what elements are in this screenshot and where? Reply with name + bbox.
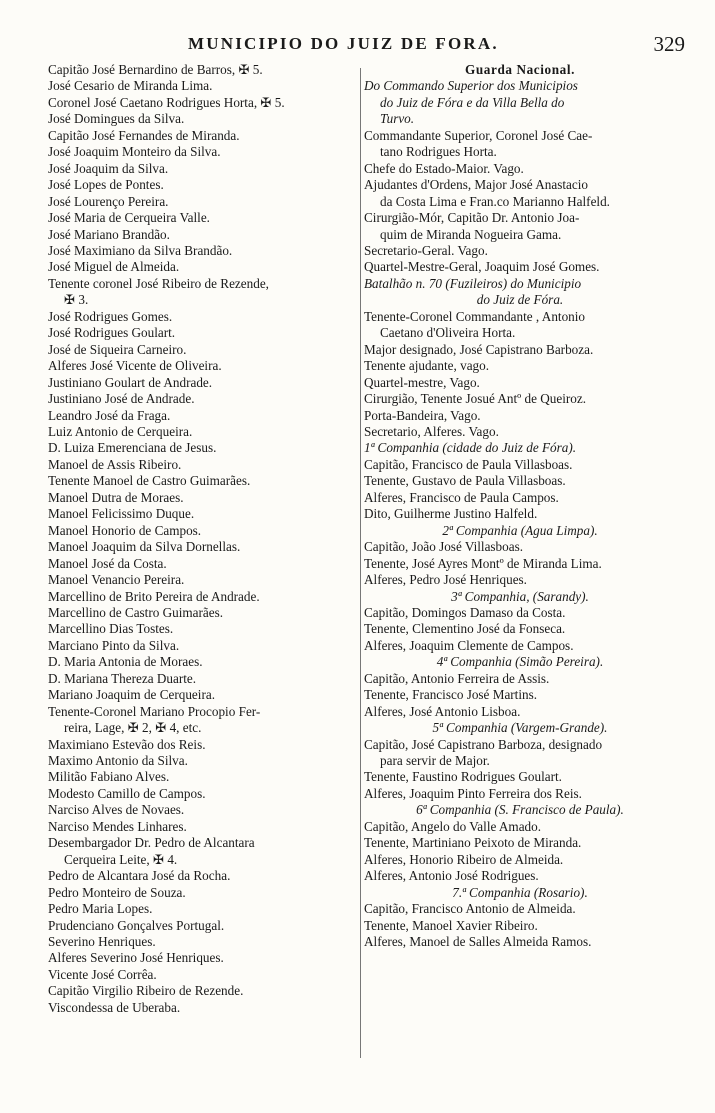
battalion-line: Major designado, José Capistrano Barboza. [364,341,594,357]
page-number: 329 [653,32,685,56]
name-entry: Justiniano Goulart de Andrade. [48,374,213,390]
command-line: Ajudantes d'Ordens, Major José Anastacio [364,177,588,193]
company-line: Capitão, Francisco de Paula Villasboas. [364,456,573,472]
name-entry: Prudenciano Gonçalves Portugal. [48,917,225,933]
section-title: Guarda Nacional. [465,62,575,77]
name-entry: Manoel Joaquim da Silva Dornellas. [48,539,241,555]
name-entry: José Lopes de Pontes. [48,177,164,193]
name-entry: José Mariano Brandão. [48,226,170,242]
command-line: quim de Miranda Nogueira Gama. [380,226,562,242]
name-entry: Marcellino de Brito Pereira de Andrade. [48,588,260,604]
company-line: Alferes, Joaquim Clemente de Campos. [364,637,574,653]
command-heading: do Juiz de Fóra e da Villa Bella do [380,94,565,110]
name-entry: Capitão José Bernardino de Barros, ✠ 5. [48,62,263,77]
company-line: Alferes, Pedro José Henriques. [364,572,527,588]
name-entry: Tenente-Coronel Mariano Procopio Fer- [48,703,261,719]
name-entry: Militão Fabiano Alves. [48,769,170,785]
name-entry: Leandro José da Fraga. [48,407,171,423]
company-line: Capitão, José Capistrano Barboza, designado [364,736,603,752]
command-line: Commandante Superior, Coronel José Cae- [364,127,593,143]
name-entry: D. Mariana Thereza Duarte. [48,670,197,686]
battalion-line: Caetano d'Oliveira Horta. [380,325,516,341]
company-heading: 3ª Companhia, (Sarandy). [451,588,589,604]
company-line: Capitão, Angelo do Valle Amado. [364,818,542,834]
company-heading: 5ª Companhia (Vargem-Grande). [432,720,608,736]
name-entry: Alferes José Vicente de Oliveira. [48,358,222,374]
company-line: Alferes, Manoel de Salles Almeida Ramos. [364,934,592,950]
company-line: Tenente, Clementino José da Fonseca. [364,621,566,637]
name-entry: Manoel José da Costa. [48,555,167,571]
name-entry: Manoel Dutra de Moraes. [48,489,184,505]
command-line: Chefe do Estado-Maior. Vago. [364,160,524,176]
battalion-line: Secretario, Alferes. Vago. [364,423,499,439]
name-entry: Tenente coronel José Ribeiro de Rezende, [48,275,269,291]
company-line: Capitão, Antonio Ferreira de Assis. [364,670,550,686]
command-line: Secretario-Geral. Vago. [364,242,488,258]
name-entry: D. Maria Antonia de Moraes. [48,654,203,670]
company-line: Tenente, Gustavo de Paula Villasboas. [364,473,566,489]
company-heading: 7.ª Companhia (Rosario). [452,884,588,900]
command-line: tano Rodrigues Horta. [380,144,497,160]
name-entry: Severino Henriques. [48,934,156,950]
name-entry-continuation: reira, Lage, ✠ 2, ✠ 4, etc. [64,720,202,736]
company-line: Alferes, José Antonio Lisboa. [364,703,521,719]
name-entry: Desembargador Dr. Pedro de Alcantara [48,835,255,851]
battalion-line: Cirurgião, Tenente Josué Antº de Queiroz. [364,391,587,407]
column-divider [360,68,361,1058]
company-heading: 1ª Companhia (cidade do Juiz de Fóra). [364,440,577,456]
name-entry: Capitão José Fernandes de Miranda. [48,127,240,143]
name-entry: Modesto Camillo de Campos. [48,785,206,801]
company-line: Alferes, Francisco de Paula Campos. [364,489,559,505]
name-entry: Marcellino de Castro Guimarães. [48,604,224,620]
name-entry: Mariano Joaquim de Cerqueira. [48,687,215,703]
company-line: para servir de Major. [380,753,490,769]
name-entry: Capitão Virgilio Ribeiro de Rezende. [48,983,244,999]
name-entry: José Joaquim Monteiro da Silva. [48,144,221,160]
right-column [364,62,676,950]
name-entry: Manoel Venancio Pereira. [48,572,185,588]
name-entry: Narciso Mendes Linhares. [48,818,187,834]
left-column [48,62,358,1016]
company-line: Dito, Guilherme Justino Halfeld. [364,506,538,522]
page-title: MUNICIPIO DO JUIZ DE FORA. [188,34,499,53]
name-entry: Narciso Alves de Novaes. [48,802,185,818]
name-entry: José Cesario de Miranda Lima. [48,78,213,94]
battalion-line: Tenente-Coronel Commandante , Antonio [364,308,586,324]
name-entry-continuation: Cerqueira Leite, ✠ 4. [64,851,178,867]
name-entry: Manoel de Assis Ribeiro. [48,456,182,472]
name-entry: Luiz Antonio de Cerqueira. [48,423,193,439]
name-entry: Viscondessa de Uberaba. [48,999,181,1015]
company-line: Alferes, Joaquim Pinto Ferreira dos Reis. [364,785,582,801]
name-entry: José Domingues da Silva. [48,111,185,127]
name-entry: José Maximiano da Silva Brandão. [48,242,233,258]
company-heading: 2ª Companhia (Agua Limpa). [442,522,598,538]
command-line: Cirurgião-Mór, Capitão Dr. Antonio Joa- [364,210,580,226]
command-line: Quartel-Mestre-Geral, Joaquim José Gomes. [364,259,600,275]
command-heading: Do Commando Superior dos Municipios [364,78,578,94]
company-line: Tenente, Manoel Xavier Ribeiro. [364,917,538,933]
company-line: Tenente, Martiniano Peixoto de Miranda. [364,835,582,851]
name-entry: Justiniano José de Andrade. [48,391,195,407]
battalion-line: Porta-Bandeira, Vago. [364,407,481,423]
company-line: Tenente, Faustino Rodrigues Goulart. [364,769,562,785]
company-line: Alferes, Antonio José Rodrigues. [364,868,539,884]
name-entry: Pedro Maria Lopes. [48,901,153,917]
name-entry: José Rodrigues Goulart. [48,325,176,341]
name-entry: Pedro Monteiro de Souza. [48,884,186,900]
company-line: Capitão, Francisco Antonio de Almeida. [364,901,576,917]
name-entry: Maximiano Estevão dos Reis. [48,736,206,752]
company-heading: 4ª Companhia (Simão Pereira). [436,654,604,670]
battalion-line: Quartel-mestre, Vago. [364,374,480,390]
name-entry: José Lourenço Pereira. [48,193,169,209]
name-entry: Manoel Felicissimo Duque. [48,506,195,522]
name-entry: Marciano Pinto da Silva. [48,637,180,653]
name-entry: Pedro de Alcantara José da Rocha. [48,868,231,884]
name-entry-continuation: ✠ 3. [64,292,89,308]
battalion-heading: Batalhão n. 70 (Fuzileiros) do Municipio [364,275,582,291]
name-entry: José Maria de Cerqueira Valle. [48,210,210,226]
company-line: Capitão, Domingos Damaso da Costa. [364,604,566,620]
name-entry: Maximo Antonio da Silva. [48,753,188,769]
name-entry: Manoel Honorio de Campos. [48,522,202,538]
name-entry: D. Luiza Emerenciana de Jesus. [48,440,217,456]
company-line: Tenente, Francisco José Martins. [364,687,538,703]
command-heading: Turvo. [380,111,415,127]
name-entry: Alferes Severino José Henriques. [48,950,224,966]
name-entry: Tenente Manoel de Castro Guimarães. [48,473,251,489]
company-line: Alferes, Honorio Ribeiro de Almeida. [364,851,564,867]
name-entry: José Rodrigues Gomes. [48,308,173,324]
name-entry: José Miguel de Almeida. [48,259,180,275]
company-line: Tenente, José Ayres Montº de Miranda Lima. [364,555,602,571]
name-entry: Coronel José Caetano Rodrigues Horta, ✠ 5. [48,94,285,110]
battalion-line: Tenente ajudante, vago. [364,358,490,374]
page-header [0,34,715,58]
name-entry: José de Siqueira Carneiro. [48,341,187,357]
name-entry: Vicente José Corrêa. [48,966,157,982]
company-heading: 6ª Companhia (S. Francisco de Paula). [416,802,624,818]
battalion-heading: do Juiz de Fóra. [476,292,564,308]
company-line: Capitão, João José Villasboas. [364,539,524,555]
name-entry: José Joaquim da Silva. [48,160,169,176]
command-line: da Costa Lima e Fran.co Marianno Halfeld. [380,193,610,209]
name-entry: Marcellino Dias Tostes. [48,621,174,637]
